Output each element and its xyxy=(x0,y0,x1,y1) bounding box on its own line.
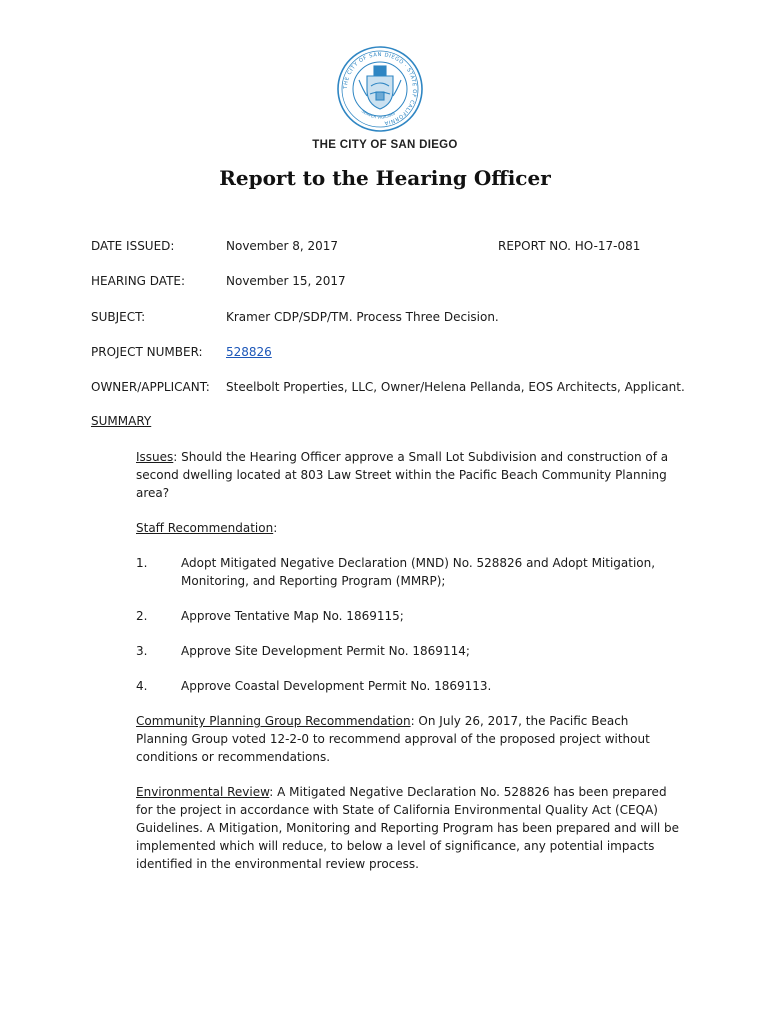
env-text: : A Mitigated Negative Declaration No. 528826 has been prepared for the project in accordance with State of California Environmental Quality Act (CEQA) Guidelines. A Mitigation, Monitoring and Reporting Program has been prepared and will be implemented which will reduce, to below a level of significance, any potential impacts identified in the environmental review process. xyxy=(136,785,680,871)
list-item-text: Adopt Mitigated Negative Declaration (MND) No. 528826 and Adopt Mitigation, Monitoring, and Reporting Program (MMRP); xyxy=(181,556,656,588)
date-issued-value: November 8, 2017 xyxy=(226,239,339,253)
report-number: REPORT NO. HO-17-081 xyxy=(498,239,641,253)
issues-label: Issues xyxy=(136,450,174,464)
cpg-label: Community Planning Group Recommendation xyxy=(136,714,411,728)
summary-heading: SUMMARY xyxy=(91,414,152,428)
cpg-text: : On July 26, 2017, the Pacific Beach Planning Group voted 12-2-0 to recommend approval of the proposed project without conditions or recommendations. xyxy=(136,714,650,764)
list-item-number: 4. xyxy=(136,679,148,693)
city-seal-logo xyxy=(337,46,423,132)
subject-value: Kramer CDP/SDP/TM. Process Three Decision. xyxy=(226,310,499,324)
date-issued-label: DATE ISSUED: xyxy=(91,239,175,253)
list-item-number: 1. xyxy=(136,556,148,570)
staff-colon: : xyxy=(273,521,278,535)
list-item-text: Approve Coastal Development Permit No. 1869113. xyxy=(181,679,492,693)
page-title: Report to the Hearing Officer xyxy=(219,166,551,190)
hearing-date-label: HEARING DATE: xyxy=(91,274,186,288)
issues-text: : Should the Hearing Officer approve a Small Lot Subdivision and construction of a second dwelling located at 803 Law Street within the Pacific Beach Community Planning area? xyxy=(136,450,669,500)
project-number-label: PROJECT NUMBER: xyxy=(91,345,203,359)
community-planning-paragraph xyxy=(136,712,681,766)
owner-value: Steelbolt Properties, LLC, Owner/Helena Pellanda, EOS Architects, Applicant. xyxy=(226,380,685,394)
staff-label: Staff Recommendation xyxy=(136,521,274,535)
svg-text:THE CITY OF SAN DIEGO · STATE: THE CITY OF SAN DIEGO · STATE OF CALIFORNIA xyxy=(342,51,418,126)
project-number-link[interactable]: 528826 xyxy=(226,345,272,359)
list-item-text: Approve Site Development Permit No. 1869114; xyxy=(181,644,470,658)
subject-label: SUBJECT: xyxy=(91,310,146,324)
owner-label: OWNER/APPLICANT: xyxy=(91,380,210,394)
list-item-number: 3. xyxy=(136,644,148,658)
env-label: Environmental Review xyxy=(136,785,270,799)
list-item-text: Approve Tentative Map No. 1869115; xyxy=(181,609,404,623)
staff-recommendation-heading xyxy=(136,519,681,537)
environmental-review-paragraph xyxy=(136,783,681,873)
issues-paragraph xyxy=(136,448,681,502)
list-item-number: 2. xyxy=(136,609,148,623)
svg-text:SEMPER VIGILANS: SEMPER VIGILANS xyxy=(360,108,396,120)
hearing-date-value: November 15, 2017 xyxy=(226,274,346,288)
city-name: THE CITY OF SAN DIEGO xyxy=(312,139,458,151)
